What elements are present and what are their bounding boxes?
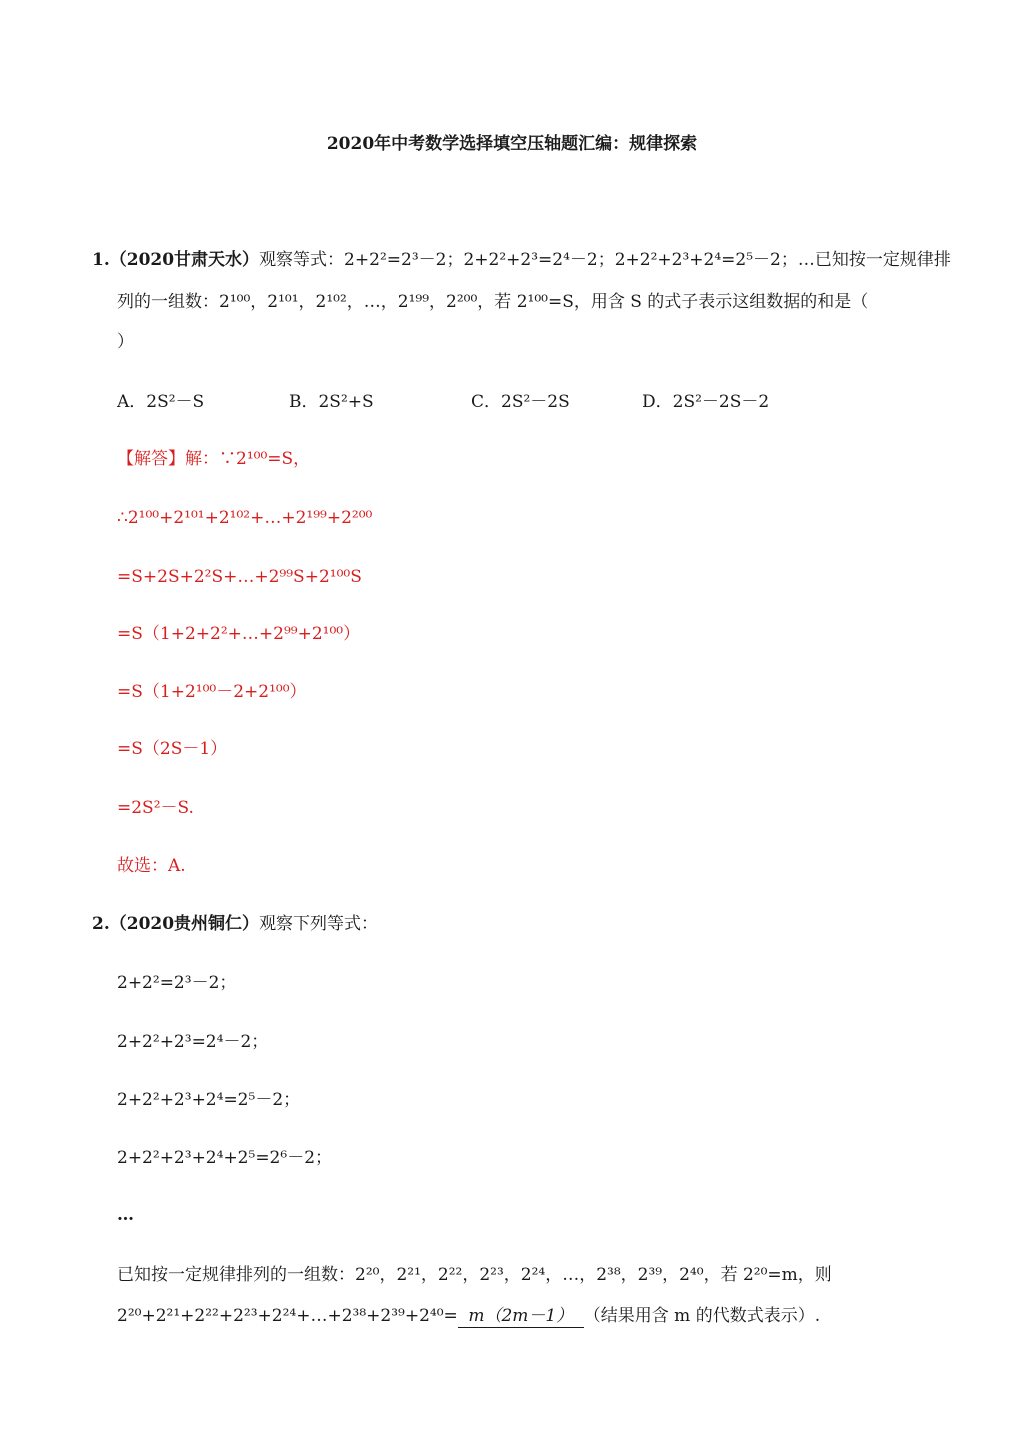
sum-expression: 2²⁰+2²¹+2²²+2²³+2²⁴+…+2³⁸+2³⁹+2⁴⁰=	[117, 1306, 458, 1326]
equation-line-4: 2+2²+2³+2⁴+2⁵=2⁶－2；	[117, 1148, 333, 1168]
equation-line-1: 2+2²=2³－2；	[117, 973, 237, 993]
equation-ellipsis: …	[117, 1205, 134, 1225]
question-1-text-1: 观察等式：2+2²=2³－2；2+2²+2³=2⁴－2；2+2²+2³+2⁴=2⁵－2；…已知按一定规律排	[259, 250, 951, 270]
question-1-line-2: 列的一组数：2¹⁰⁰，2¹⁰¹，2¹⁰²，…，2¹⁹⁹，2²⁰⁰，若 2¹⁰⁰=S，用含 S 的式子表示这组数据的和是（	[117, 292, 869, 312]
answer-line-3: =S+2S+2²S+…+2⁹⁹S+2¹⁰⁰S	[117, 567, 362, 587]
answer-suffix: （结果用含 m 的代数式表示）.	[583, 1306, 821, 1326]
answer-line-4: =S（1+2+2²+…+2⁹⁹+2¹⁰⁰）	[117, 624, 361, 644]
answer-text-1: 解：∵2¹⁰⁰=S，	[185, 449, 311, 469]
question-2-sum-line	[117, 1305, 820, 1328]
answer-line-1	[117, 448, 310, 470]
option-d: D．2S²－2S－2	[642, 392, 770, 412]
question-2-known: 已知按一定规律排列的一组数：2²⁰，2²¹，2²²，2²³，2²⁴，…，2³⁸，2³⁹，2⁴⁰，若 2²⁰=m，则	[117, 1265, 832, 1285]
question-1-line-3: ）	[117, 332, 134, 352]
answer-tag: 【解答】	[117, 449, 185, 469]
answer-blank: m（2m－1）	[458, 1305, 584, 1328]
answer-line-5: =S（1+2¹⁰⁰－2+2¹⁰⁰）	[117, 682, 307, 702]
answer-line-7: =2S²－S.	[117, 798, 194, 818]
question-2-line-1	[92, 913, 378, 935]
question-2-label: 2.（2020贵州铜仁）	[92, 914, 260, 934]
answer-line-2: ∴2¹⁰⁰+2¹⁰¹+2¹⁰²+…+2¹⁹⁹+2²⁰⁰	[117, 508, 373, 528]
equation-line-2: 2+2²+2³=2⁴－2；	[117, 1032, 269, 1052]
option-c: C．2S²－2S	[471, 392, 570, 412]
answer-line-8: 故选：A.	[117, 856, 186, 876]
question-2-intro: 观察下列等式：	[259, 914, 379, 934]
option-b: B．2S²+S	[289, 392, 374, 412]
answer-line-6: =S（2S－1）	[117, 739, 228, 759]
option-a: A．2S²－S	[117, 392, 205, 412]
question-1-label: 1.（2020甘肃天水）	[92, 250, 260, 270]
equation-line-3: 2+2²+2³+2⁴=2⁵－2；	[117, 1090, 301, 1110]
question-1-line-1	[92, 249, 951, 271]
page-title: 2020年中考数学选择填空压轴题汇编：规律探索	[326, 134, 698, 154]
